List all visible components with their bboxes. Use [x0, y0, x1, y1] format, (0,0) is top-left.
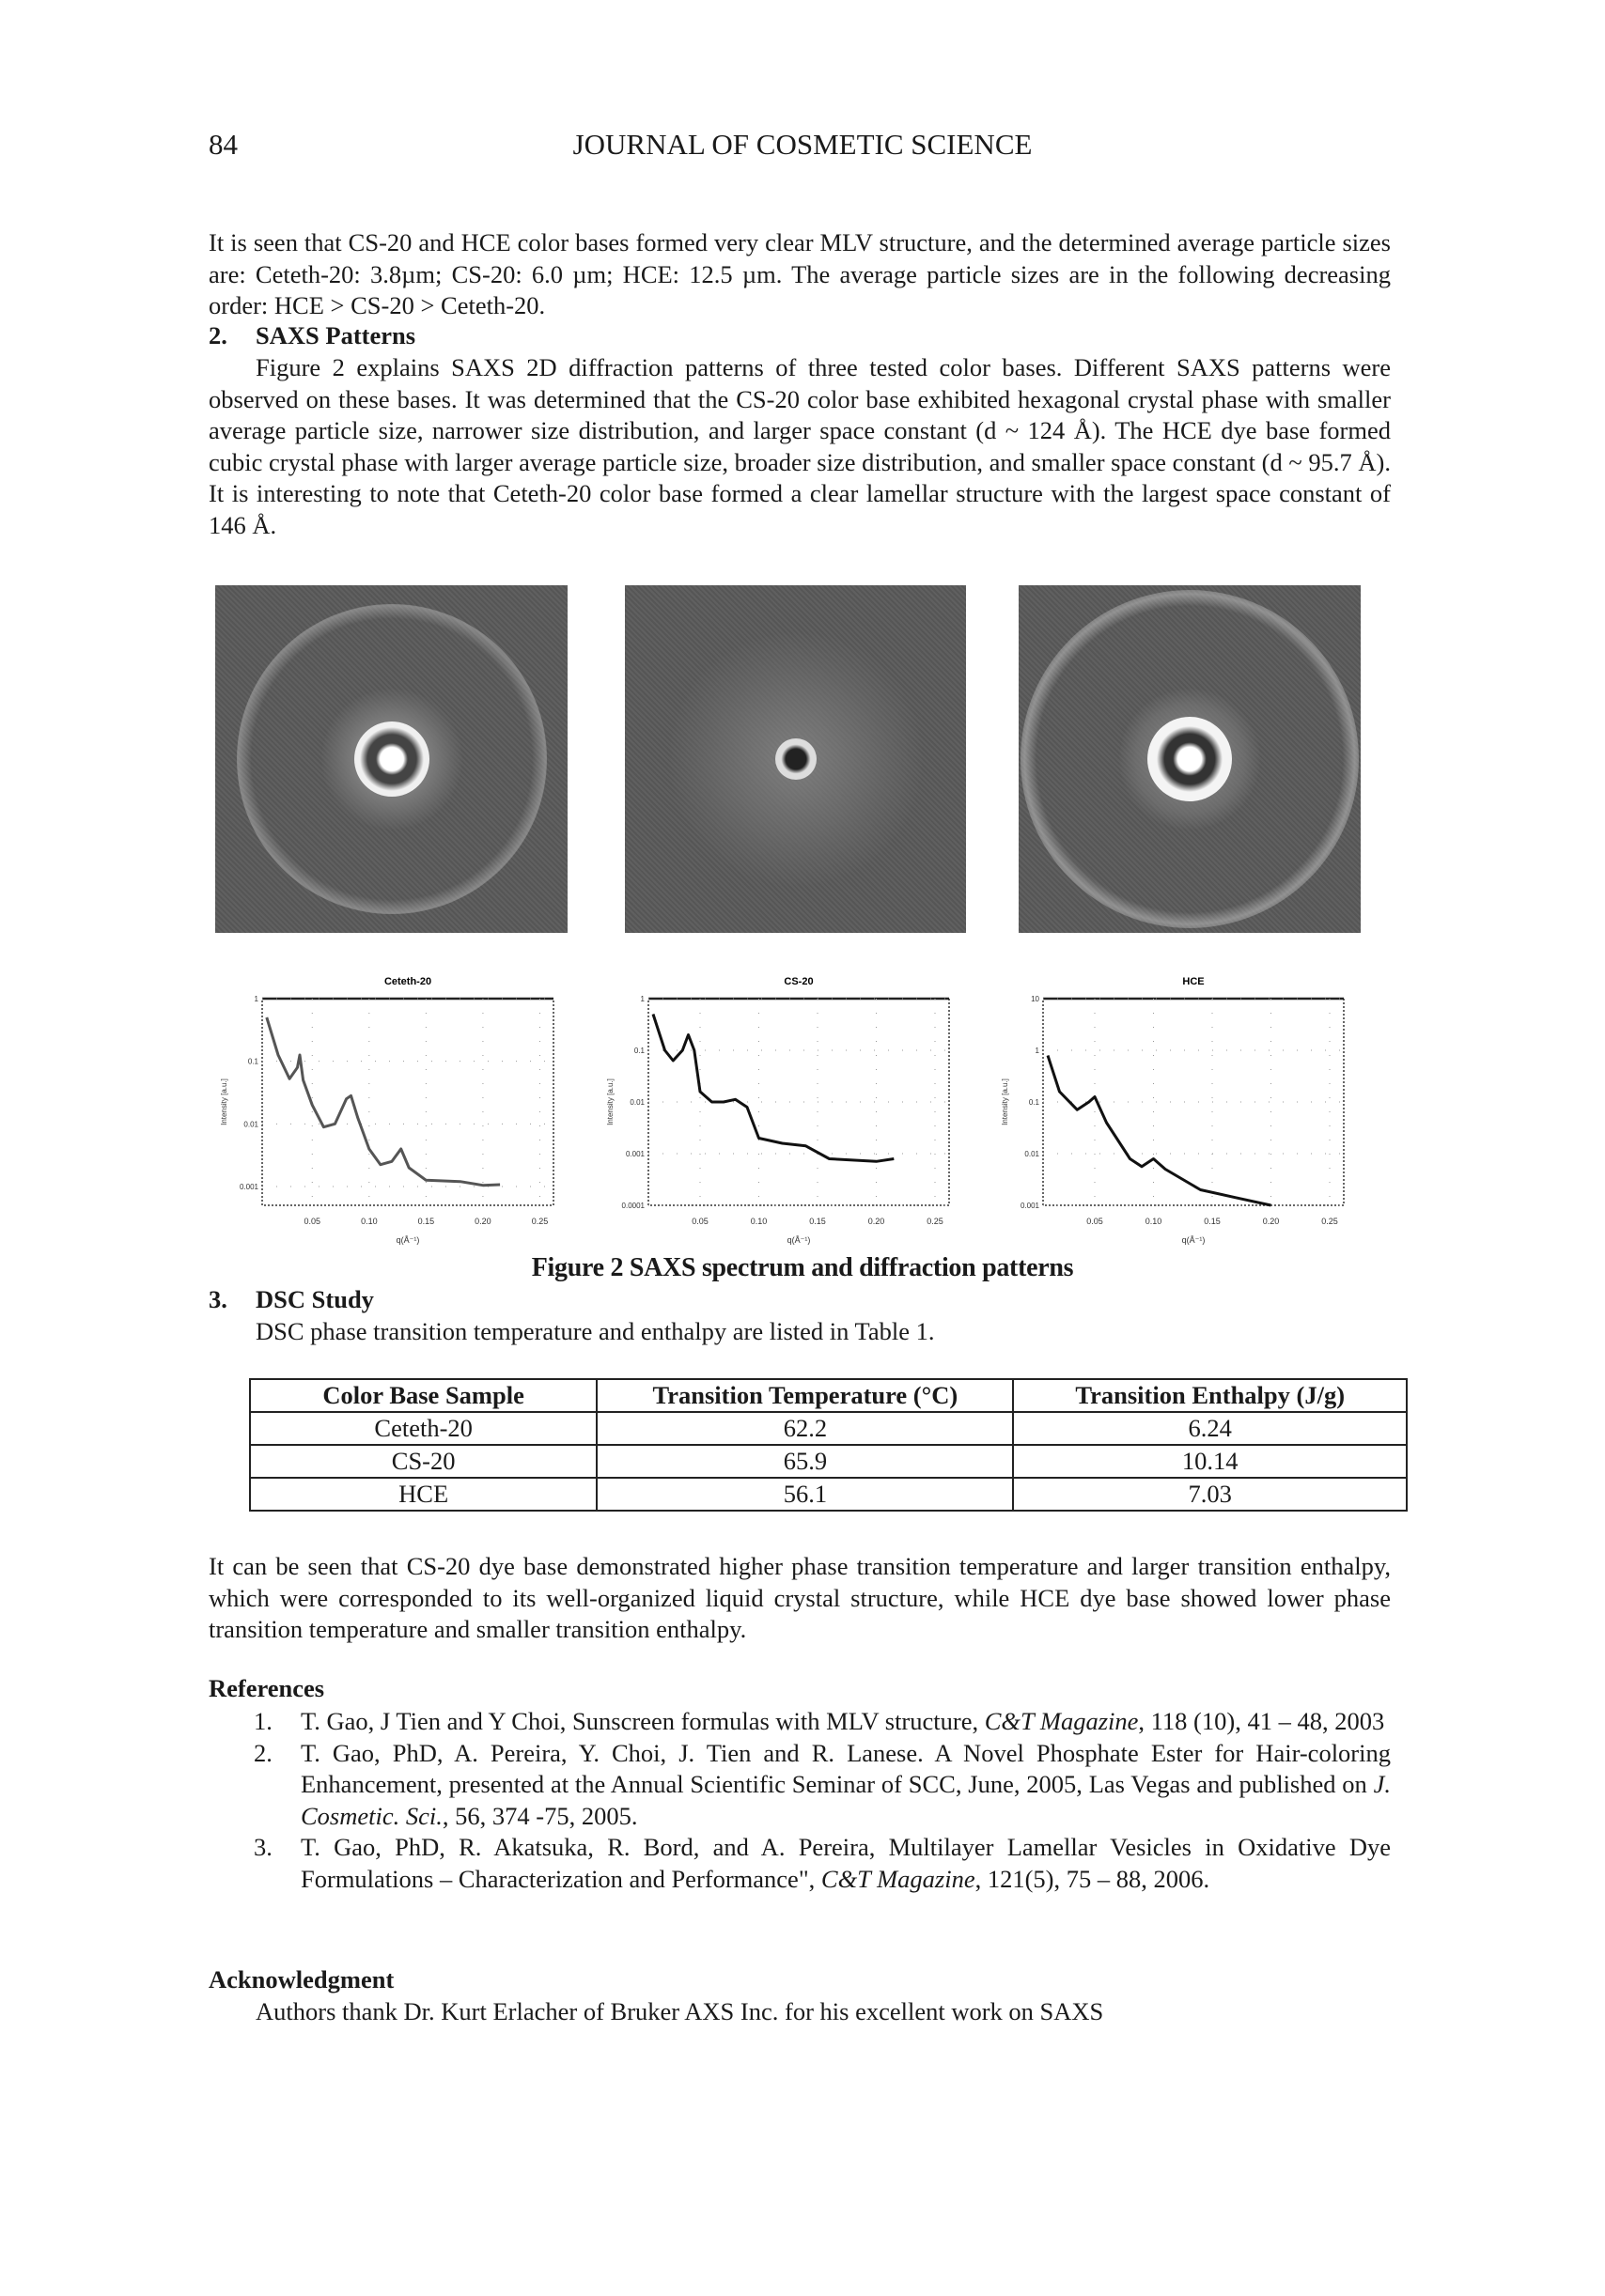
table-row — [250, 1445, 1407, 1478]
acknowledgment-text: Authors thank Dr. Kurt Erlacher of Bruker AXS Inc. for his excellent work on SAXS — [256, 1997, 1104, 2025]
column-header: Transition Enthalpy (J/g) — [1013, 1379, 1407, 1412]
x-tick-label: 0.15 — [1204, 1217, 1221, 1226]
section-number: 3. — [209, 1285, 227, 1313]
x-axis-label: q(Å⁻¹) — [396, 1235, 420, 1245]
y-tick-label: 0.01 — [1024, 1150, 1039, 1158]
reference-details: , 118 (10), 41 – 48, 2003 — [1138, 1707, 1385, 1735]
x-tick-label: 0.25 — [927, 1217, 943, 1226]
table-row — [250, 1478, 1407, 1511]
y-axis-label: Intensity [a.u.] — [1001, 1078, 1009, 1125]
table-row — [250, 1412, 1407, 1445]
journal-title: JOURNAL OF COSMETIC SCIENCE — [572, 128, 1033, 161]
acknowledgment-heading: Acknowledgment — [209, 1965, 395, 1993]
x-tick-label: 0.25 — [1321, 1217, 1338, 1226]
table-cell: HCE — [250, 1478, 597, 1511]
references-heading: References — [209, 1674, 325, 1702]
dsc-table — [249, 1378, 1408, 1512]
dsc-intro: DSC phase transition temperature and enthalpy are listed in Table 1. — [256, 1317, 935, 1345]
reference-text: T. Gao, PhD, R. Akatsuka, R. Bord, and A. Pereira, Multilayer Lamellar Vesicles in Oxidative Dye Formulations – Characterization and Performance", — [301, 1833, 1391, 1893]
reference-journal: J. Cosmetic. Sci. — [301, 1770, 1391, 1830]
section-title: SAXS Patterns — [256, 321, 416, 349]
chart-svg — [601, 966, 968, 1248]
table-cell: 6.24 — [1013, 1412, 1407, 1445]
reference-item — [209, 1832, 1391, 1895]
references-list — [209, 1706, 1391, 1895]
table-cell: 56.1 — [597, 1478, 1013, 1511]
reference-journal: C&T Magazine — [984, 1707, 1139, 1735]
saxs-chart-cs-20 — [601, 966, 968, 1248]
table-cell: Ceteth-20 — [250, 1412, 597, 1445]
section-heading-dsc — [209, 1285, 374, 1314]
x-tick-label: 0.10 — [361, 1217, 378, 1226]
reference-details: , 56, 374 -75, 2005. — [442, 1801, 638, 1830]
reference-details: , 121(5), 75 – 88, 2006. — [974, 1864, 1210, 1893]
table-header-row — [250, 1379, 1407, 1412]
section-title: DSC Study — [256, 1285, 374, 1313]
x-tick-label: 0.20 — [475, 1217, 491, 1226]
page-number: 84 — [209, 128, 238, 161]
figure-caption: Figure 2 SAXS spectrum and diffraction patterns — [531, 1253, 1074, 1282]
x-tick-label: 0.15 — [809, 1217, 826, 1226]
x-tick-label: 0.25 — [531, 1217, 549, 1226]
reference-number: 1. — [254, 1707, 273, 1735]
intro-paragraph: It is seen that CS-20 and HCE color bases formed very clear MLV structure, and the determined average particle sizes are: Ceteth-20: 3.8µm; CS-20: 6.0 µm; HCE: 12.5 µm. The average particle sizes are in the following decreasing order: HCE > CS-20 > Ceteth-20. — [209, 228, 1391, 319]
y-tick-label: 1 — [1035, 1047, 1039, 1055]
y-tick-label: 0.001 — [239, 1183, 258, 1191]
saxs-chart-hce — [996, 966, 1363, 1248]
y-tick-label: 0.01 — [630, 1098, 645, 1107]
x-tick-label: 0.10 — [1145, 1217, 1162, 1226]
table-cell: 7.03 — [1013, 1478, 1407, 1511]
y-tick-label: 0.0001 — [621, 1202, 645, 1210]
column-header: Transition Temperature (°C) — [597, 1379, 1013, 1412]
x-tick-label: 0.20 — [867, 1217, 885, 1226]
y-tick-label: 10 — [1031, 995, 1039, 1003]
table-cell: CS-20 — [250, 1445, 597, 1478]
reference-item — [209, 1738, 1391, 1833]
saxs-paragraph: Figure 2 explains SAXS 2D diffraction patterns of three tested color bases. Different SAXS patterns were observed on these bases. It was determined that the CS-20 color base exhibited hexagonal crystal phase with smaller average particle size, narrower size distribution, and larger space constant (d ~ 124 Å). The HCE dye base formed cubic crystal phase with larger average particle size, broader size distribution, and smaller space constant (d ~ 95.7 Å). It is interesting to note that Ceteth-20 color base formed a clear lamellar structure with the largest space constant of 146 Å. — [209, 353, 1391, 539]
x-tick-label: 0.15 — [417, 1217, 435, 1226]
y-tick-label: 0.001 — [1020, 1202, 1039, 1210]
intensity-curve — [653, 1015, 894, 1162]
reference-text: T. Gao, PhD, A. Pereira, Y. Choi, J. Tien and R. Lanese. A Novel Phosphate Ester for Hair-coloring Enhancement, presented at the Annual Scientific Seminar of SCC, June, 2005, Las Vegas and published on — [301, 1738, 1391, 1798]
chart-svg — [215, 966, 572, 1248]
x-tick-label: 0.05 — [692, 1217, 709, 1226]
reference-number: 2. — [254, 1738, 273, 1767]
y-tick-label: 1 — [254, 995, 258, 1003]
x-tick-label: 0.05 — [304, 1217, 321, 1226]
x-axis-label: q(Å⁻¹) — [787, 1235, 811, 1245]
chart-svg — [996, 966, 1363, 1248]
reference-number: 3. — [254, 1833, 273, 1861]
chart-title: Ceteth-20 — [383, 976, 432, 987]
chart-title: HCE — [1182, 976, 1205, 987]
reference-text: T. Gao, J Tien and Y Choi, Sunscreen formulas with MLV structure, — [301, 1707, 985, 1735]
diffraction-pattern-cs-20 — [625, 585, 966, 933]
table-cell: 62.2 — [597, 1412, 1013, 1445]
table-cell: 65.9 — [597, 1445, 1013, 1478]
diffraction-pattern-hce — [1019, 585, 1361, 933]
y-tick-label: 0.1 — [1028, 1098, 1039, 1107]
x-tick-label: 0.05 — [1086, 1217, 1103, 1226]
x-axis-label: q(Å⁻¹) — [1181, 1235, 1206, 1245]
reference-journal: C&T Magazine — [820, 1864, 975, 1893]
diffraction-pattern-ceteth-20 — [215, 585, 568, 933]
y-axis-label: Intensity [a.u.] — [606, 1078, 615, 1125]
section-heading-saxs — [209, 321, 415, 350]
saxs-chart-ceteth-20 — [215, 966, 572, 1248]
column-header: Color Base Sample — [250, 1379, 597, 1412]
y-tick-label: 0.001 — [625, 1150, 645, 1158]
section-number: 2. — [209, 321, 227, 349]
y-tick-label: 0.1 — [247, 1057, 258, 1066]
reference-item — [209, 1706, 1391, 1738]
y-tick-label: 0.1 — [633, 1047, 645, 1055]
y-tick-label: 1 — [640, 995, 645, 1003]
plot-frame — [262, 999, 553, 1205]
dsc-paragraph: It can be seen that CS-20 dye base demonstrated higher phase transition temperature and larger transition enthalpy, which were corresponded to its well-organized liquid crystal structure, while HCE dye base showed lower phase transition temperature and smaller transition enthalpy. — [209, 1552, 1391, 1643]
table-cell: 10.14 — [1013, 1445, 1407, 1478]
x-tick-label: 0.20 — [1262, 1217, 1280, 1226]
chart-title: CS-20 — [784, 976, 814, 987]
x-tick-label: 0.10 — [750, 1217, 768, 1226]
y-axis-label: Intensity [a.u.] — [220, 1078, 228, 1125]
intensity-curve — [1048, 1056, 1271, 1206]
plot-frame — [648, 999, 949, 1205]
intensity-curve — [267, 1017, 500, 1186]
y-tick-label: 0.01 — [243, 1120, 258, 1129]
